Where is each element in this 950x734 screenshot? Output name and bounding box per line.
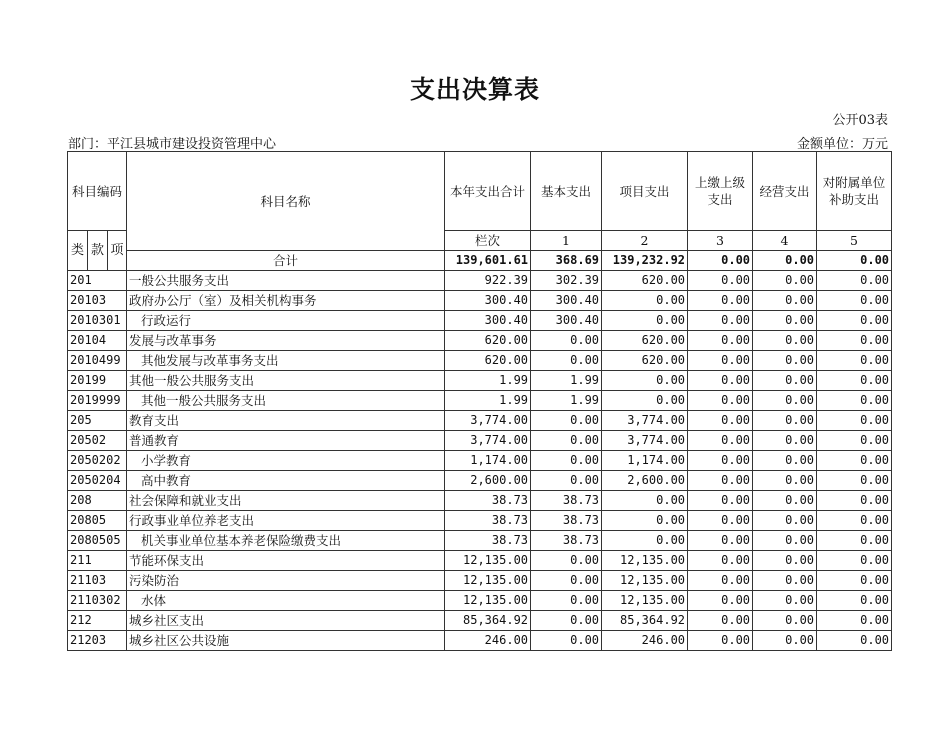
amount-cell: 620.00 xyxy=(602,351,688,371)
subject-name: 城乡社区支出 xyxy=(127,611,445,631)
amount-cell: 0.00 xyxy=(753,271,817,291)
amount-cell: 0.00 xyxy=(753,611,817,631)
amount-cell: 0.00 xyxy=(817,431,892,451)
amount-unit-label: 金额单位：万元 xyxy=(796,137,888,152)
amount-cell: 0.00 xyxy=(531,571,602,591)
amount-cell: 246.00 xyxy=(602,631,688,651)
amount-cell: 3,774.00 xyxy=(602,431,688,451)
amount-cell: 0.00 xyxy=(688,511,753,531)
header-code: 科目编码 xyxy=(68,152,127,231)
subject-code: 2010301 xyxy=(68,311,127,331)
subject-name: 水体 xyxy=(127,591,445,611)
subject-code: 20199 xyxy=(68,371,127,391)
subject-name: 节能环保支出 xyxy=(127,551,445,571)
amount-cell: 0.00 xyxy=(688,411,753,431)
amount-cell: 0.00 xyxy=(531,631,602,651)
amount-cell: 0.00 xyxy=(531,331,602,351)
total-value: 139,232.92 xyxy=(602,251,688,271)
amount-cell: 0.00 xyxy=(531,471,602,491)
amount-cell: 12,135.00 xyxy=(602,571,688,591)
amount-cell: 0.00 xyxy=(688,391,753,411)
amount-cell: 0.00 xyxy=(531,551,602,571)
subject-name: 一般公共服务支出 xyxy=(127,271,445,291)
table-row xyxy=(68,551,892,571)
header-lei: 类 xyxy=(68,231,88,271)
form-number: 公开03表 xyxy=(832,113,888,128)
amount-cell: 1,174.00 xyxy=(445,451,531,471)
amount-cell: 2,600.00 xyxy=(445,471,531,491)
table-row xyxy=(68,431,892,451)
amount-cell: 85,364.92 xyxy=(602,611,688,631)
amount-cell: 922.39 xyxy=(445,271,531,291)
amount-cell: 3,774.00 xyxy=(445,431,531,451)
total-value: 368.69 xyxy=(531,251,602,271)
amount-cell: 38.73 xyxy=(531,491,602,511)
table-row xyxy=(68,271,892,291)
amount-cell: 0.00 xyxy=(817,571,892,591)
amount-cell: 0.00 xyxy=(602,311,688,331)
subject-name: 其他发展与改革事务支出 xyxy=(127,351,445,371)
amount-cell: 1.99 xyxy=(445,391,531,411)
amount-cell: 620.00 xyxy=(445,351,531,371)
amount-cell: 0.00 xyxy=(688,371,753,391)
table-row xyxy=(68,311,892,331)
amount-cell: 300.40 xyxy=(445,311,531,331)
subject-name: 城乡社区公共设施 xyxy=(127,631,445,651)
amount-cell: 0.00 xyxy=(753,291,817,311)
header-project: 项目支出 xyxy=(602,152,688,231)
amount-cell: 1.99 xyxy=(531,391,602,411)
amount-cell: 0.00 xyxy=(817,271,892,291)
amount-cell: 0.00 xyxy=(688,351,753,371)
subject-name: 行政事业单位养老支出 xyxy=(127,511,445,531)
table-row xyxy=(68,511,892,531)
amount-cell: 300.40 xyxy=(531,311,602,331)
amount-cell: 0.00 xyxy=(531,591,602,611)
amount-cell: 0.00 xyxy=(688,291,753,311)
amount-cell: 38.73 xyxy=(445,491,531,511)
table-row xyxy=(68,291,892,311)
amount-cell: 85,364.92 xyxy=(445,611,531,631)
amount-cell: 0.00 xyxy=(753,351,817,371)
expenditure-table xyxy=(67,151,892,651)
table-row xyxy=(68,591,892,611)
amount-cell: 0.00 xyxy=(688,611,753,631)
amount-cell: 12,135.00 xyxy=(445,591,531,611)
subject-name: 机关事业单位基本养老保险缴费支出 xyxy=(127,531,445,551)
amount-cell: 0.00 xyxy=(602,391,688,411)
amount-cell: 0.00 xyxy=(817,631,892,651)
department-label: 部门：平江县城市建设投资管理中心 xyxy=(68,137,277,152)
subject-code: 2010499 xyxy=(68,351,127,371)
amount-cell: 1.99 xyxy=(445,371,531,391)
amount-cell: 0.00 xyxy=(753,331,817,351)
amount-cell: 0.00 xyxy=(817,411,892,431)
table-row xyxy=(68,371,892,391)
column-number: 3 xyxy=(688,231,753,251)
header-row xyxy=(68,152,892,231)
total-value: 0.00 xyxy=(753,251,817,271)
amount-cell: 0.00 xyxy=(817,591,892,611)
table-row xyxy=(68,351,892,371)
subject-code: 2050204 xyxy=(68,471,127,491)
amount-cell: 0.00 xyxy=(688,531,753,551)
table-row xyxy=(68,491,892,511)
amount-cell: 0.00 xyxy=(817,331,892,351)
amount-cell: 0.00 xyxy=(753,511,817,531)
amount-cell: 0.00 xyxy=(753,491,817,511)
amount-cell: 0.00 xyxy=(688,551,753,571)
amount-cell: 0.00 xyxy=(688,571,753,591)
subject-name: 普通教育 xyxy=(127,431,445,451)
header-name: 科目名称 xyxy=(127,152,445,251)
subject-name: 政府办公厅（室）及相关机构事务 xyxy=(127,291,445,311)
amount-cell: 3,774.00 xyxy=(602,411,688,431)
amount-cell: 12,135.00 xyxy=(445,551,531,571)
subject-name: 教育支出 xyxy=(127,411,445,431)
amount-cell: 0.00 xyxy=(817,491,892,511)
amount-cell: 0.00 xyxy=(602,531,688,551)
table-row xyxy=(68,531,892,551)
amount-cell: 0.00 xyxy=(753,471,817,491)
header-xiang: 项 xyxy=(108,231,127,271)
amount-cell: 0.00 xyxy=(753,371,817,391)
amount-cell: 0.00 xyxy=(531,611,602,631)
subject-code: 208 xyxy=(68,491,127,511)
amount-cell: 0.00 xyxy=(753,391,817,411)
subject-name: 其他一般公共服务支出 xyxy=(127,391,445,411)
total-value: 0.00 xyxy=(688,251,753,271)
amount-cell: 0.00 xyxy=(753,551,817,571)
amount-cell: 0.00 xyxy=(753,531,817,551)
amount-cell: 0.00 xyxy=(817,471,892,491)
header-subsidy: 对附属单位补助支出 xyxy=(817,152,892,231)
total-value: 0.00 xyxy=(817,251,892,271)
amount-cell: 0.00 xyxy=(602,491,688,511)
amount-cell: 0.00 xyxy=(753,451,817,471)
subject-name: 行政运行 xyxy=(127,311,445,331)
amount-cell: 38.73 xyxy=(531,531,602,551)
subject-name: 高中教育 xyxy=(127,471,445,491)
table-row xyxy=(68,471,892,491)
amount-cell: 0.00 xyxy=(688,271,753,291)
column-number: 5 xyxy=(817,231,892,251)
subject-name: 小学教育 xyxy=(127,451,445,471)
subject-code: 20104 xyxy=(68,331,127,351)
amount-cell: 0.00 xyxy=(688,311,753,331)
amount-cell: 12,135.00 xyxy=(602,551,688,571)
header-total: 本年支出合计 xyxy=(445,152,531,231)
table-row xyxy=(68,451,892,471)
amount-cell: 0.00 xyxy=(817,351,892,371)
amount-cell: 0.00 xyxy=(688,431,753,451)
subject-code: 20805 xyxy=(68,511,127,531)
amount-cell: 0.00 xyxy=(531,431,602,451)
amount-cell: 0.00 xyxy=(817,391,892,411)
amount-cell: 0.00 xyxy=(753,571,817,591)
subject-code: 21103 xyxy=(68,571,127,591)
subject-code: 2080505 xyxy=(68,531,127,551)
amount-cell: 38.73 xyxy=(531,511,602,531)
amount-cell: 0.00 xyxy=(817,291,892,311)
amount-cell: 0.00 xyxy=(753,631,817,651)
amount-cell: 620.00 xyxy=(445,331,531,351)
amount-cell: 1,174.00 xyxy=(602,451,688,471)
amount-cell: 300.40 xyxy=(531,291,602,311)
amount-cell: 3,774.00 xyxy=(445,411,531,431)
amount-cell: 12,135.00 xyxy=(602,591,688,611)
subject-code: 2019999 xyxy=(68,391,127,411)
subject-name: 其他一般公共服务支出 xyxy=(127,371,445,391)
amount-cell: 300.40 xyxy=(445,291,531,311)
amount-cell: 38.73 xyxy=(445,511,531,531)
amount-cell: 0.00 xyxy=(688,451,753,471)
total-row xyxy=(68,251,892,271)
subject-code: 211 xyxy=(68,551,127,571)
amount-cell: 0.00 xyxy=(817,371,892,391)
amount-cell: 0.00 xyxy=(602,371,688,391)
subject-code: 20502 xyxy=(68,431,127,451)
subject-code: 2110302 xyxy=(68,591,127,611)
page-title: 支出决算表 xyxy=(409,75,540,104)
amount-cell: 0.00 xyxy=(688,331,753,351)
table-row xyxy=(68,411,892,431)
amount-cell: 620.00 xyxy=(602,331,688,351)
amount-cell: 0.00 xyxy=(817,551,892,571)
amount-cell: 0.00 xyxy=(753,431,817,451)
column-number: 4 xyxy=(753,231,817,251)
amount-cell: 302.39 xyxy=(531,271,602,291)
amount-cell: 0.00 xyxy=(531,451,602,471)
amount-cell: 0.00 xyxy=(688,491,753,511)
header-upper: 上缴上级支出 xyxy=(688,152,753,231)
subject-code: 2050202 xyxy=(68,451,127,471)
amount-cell: 0.00 xyxy=(817,531,892,551)
table-row xyxy=(68,331,892,351)
amount-cell: 0.00 xyxy=(753,311,817,331)
amount-cell: 0.00 xyxy=(753,591,817,611)
amount-cell: 12,135.00 xyxy=(445,571,531,591)
total-value: 139,601.61 xyxy=(445,251,531,271)
amount-cell: 620.00 xyxy=(602,271,688,291)
amount-cell: 0.00 xyxy=(753,411,817,431)
header-business: 经营支出 xyxy=(753,152,817,231)
amount-cell: 1.99 xyxy=(531,371,602,391)
subject-code: 20103 xyxy=(68,291,127,311)
amount-cell: 0.00 xyxy=(531,411,602,431)
header-kuan: 款 xyxy=(88,231,108,271)
amount-cell: 0.00 xyxy=(531,351,602,371)
subject-code: 21203 xyxy=(68,631,127,651)
amount-cell: 0.00 xyxy=(817,511,892,531)
column-number: 1 xyxy=(531,231,602,251)
table-row xyxy=(68,611,892,631)
amount-cell: 0.00 xyxy=(817,451,892,471)
subject-code: 212 xyxy=(68,611,127,631)
amount-cell: 0.00 xyxy=(688,591,753,611)
subject-name: 社会保障和就业支出 xyxy=(127,491,445,511)
column-number: 2 xyxy=(602,231,688,251)
amount-cell: 0.00 xyxy=(817,611,892,631)
amount-cell: 2,600.00 xyxy=(602,471,688,491)
amount-cell: 246.00 xyxy=(445,631,531,651)
subject-code: 201 xyxy=(68,271,127,291)
table-row xyxy=(68,631,892,651)
subject-code: 205 xyxy=(68,411,127,431)
subject-name: 污染防治 xyxy=(127,571,445,591)
subject-name: 发展与改革事务 xyxy=(127,331,445,351)
total-label: 合计 xyxy=(127,251,445,271)
table-row xyxy=(68,571,892,591)
amount-cell: 0.00 xyxy=(688,471,753,491)
amount-cell: 0.00 xyxy=(602,511,688,531)
header-lanci: 栏次 xyxy=(445,231,531,251)
header-basic: 基本支出 xyxy=(531,152,602,231)
table-row xyxy=(68,391,892,411)
amount-cell: 0.00 xyxy=(602,291,688,311)
amount-cell: 0.00 xyxy=(817,311,892,331)
amount-cell: 38.73 xyxy=(445,531,531,551)
amount-cell: 0.00 xyxy=(688,631,753,651)
